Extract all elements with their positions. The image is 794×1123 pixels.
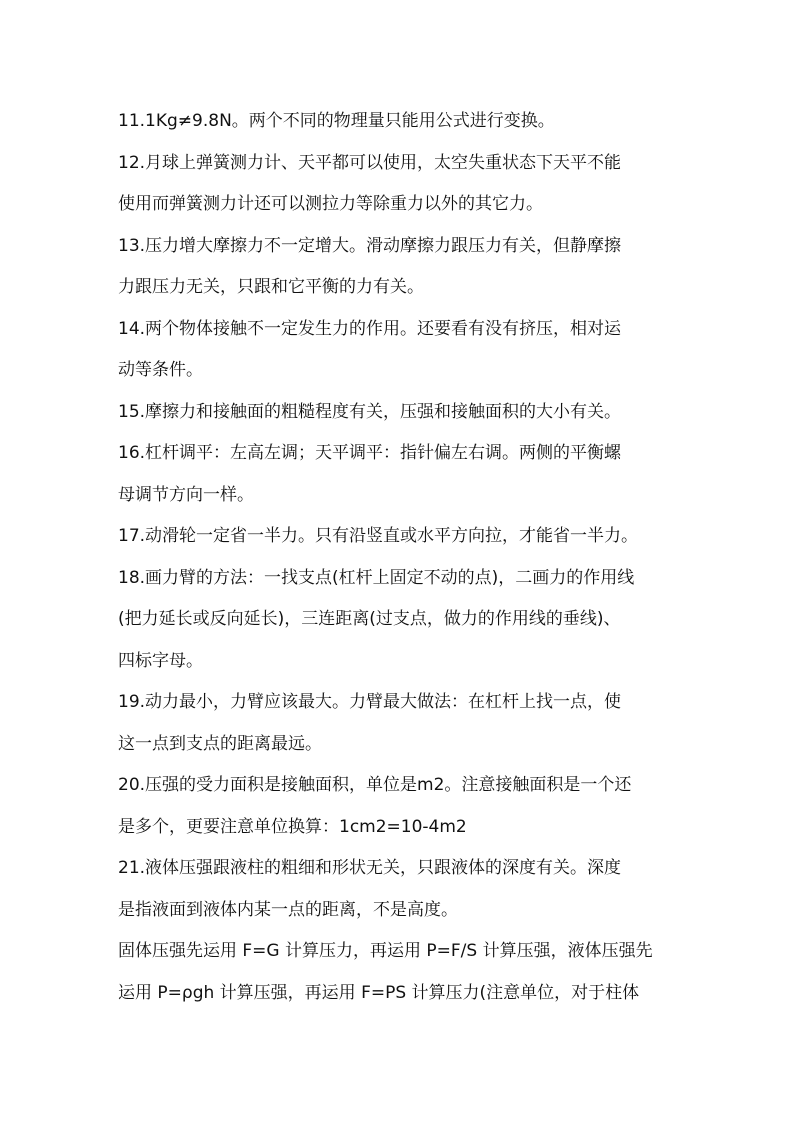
text-line: (把力延长或反向延长)，三连距离(过支点，做力的作用线的垂线)、 (118, 609, 621, 629)
text-line: 14.两个物体接触不一定发生力的作用。还要看有没有挤压，相对运 (118, 318, 622, 339)
text-line: 20.压强的受力面积是接触面积，单位是m2。注意接触面积是一个还 (118, 775, 632, 795)
text-line: 力跟压力无关，只跟和它平衡的力有关。 (118, 277, 424, 297)
text-line: 四标字母。 (118, 650, 203, 671)
text-line: 是指液面到液体内某一点的距离，不是高度。 (118, 899, 458, 920)
text-line: 19.动力最小，力臂应该最大。力臂最大做法：在杠杆上找一点，使 (118, 692, 622, 712)
document-body (118, 101, 680, 1014)
text-line: 这一点到支点的距离最远。 (118, 733, 322, 754)
text-line: 11.1Kg≠9.8N。两个不同的物理量只能用公式进行变换。 (118, 111, 555, 131)
text-line: 21.液体压强跟液柱的粗细和形状无关，只跟液体的深度有关。深度 (118, 858, 622, 878)
text-line: 使用而弹簧测力计还可以测拉力等除重力以外的其它力。 (118, 194, 543, 214)
text-line: 18.画力臂的方法：一找支点(杠杆上固定不动的点)，二画力的作用线 (118, 567, 635, 588)
text-line: 动等条件。 (118, 360, 203, 380)
text-line: 15.摩擦力和接触面的粗糙程度有关，压强和接触面积的大小有关。 (118, 401, 622, 422)
text-line: 母调节方向一样。 (118, 484, 254, 505)
text-line: 运用 P=ρgh 计算压强，再运用 F=PS 计算压力(注意单位，对于柱体 (118, 982, 640, 1003)
text-line: 12.月球上弹簧测力计、天平都可以使用，太空失重状态下天平不能 (118, 152, 622, 173)
text-line: 13.压力增大摩擦力不一定增大。滑动摩擦力跟压力有关，但静摩擦 (118, 235, 622, 256)
text-line: 16.杠杆调平：左高左调；天平调平：指针偏左右调。两侧的平衡螺 (118, 443, 622, 463)
text-line: 固体压强先运用 F=G 计算压力，再运用 P=F/S 计算压强，液体压强先 (118, 941, 653, 961)
text-line: 17.动滑轮一定省一半力。只有沿竖直或水平方向拉，才能省一半力。 (118, 526, 639, 546)
text-line: 是多个，更要注意单位换算：1cm2=10-4m2 (118, 816, 467, 837)
